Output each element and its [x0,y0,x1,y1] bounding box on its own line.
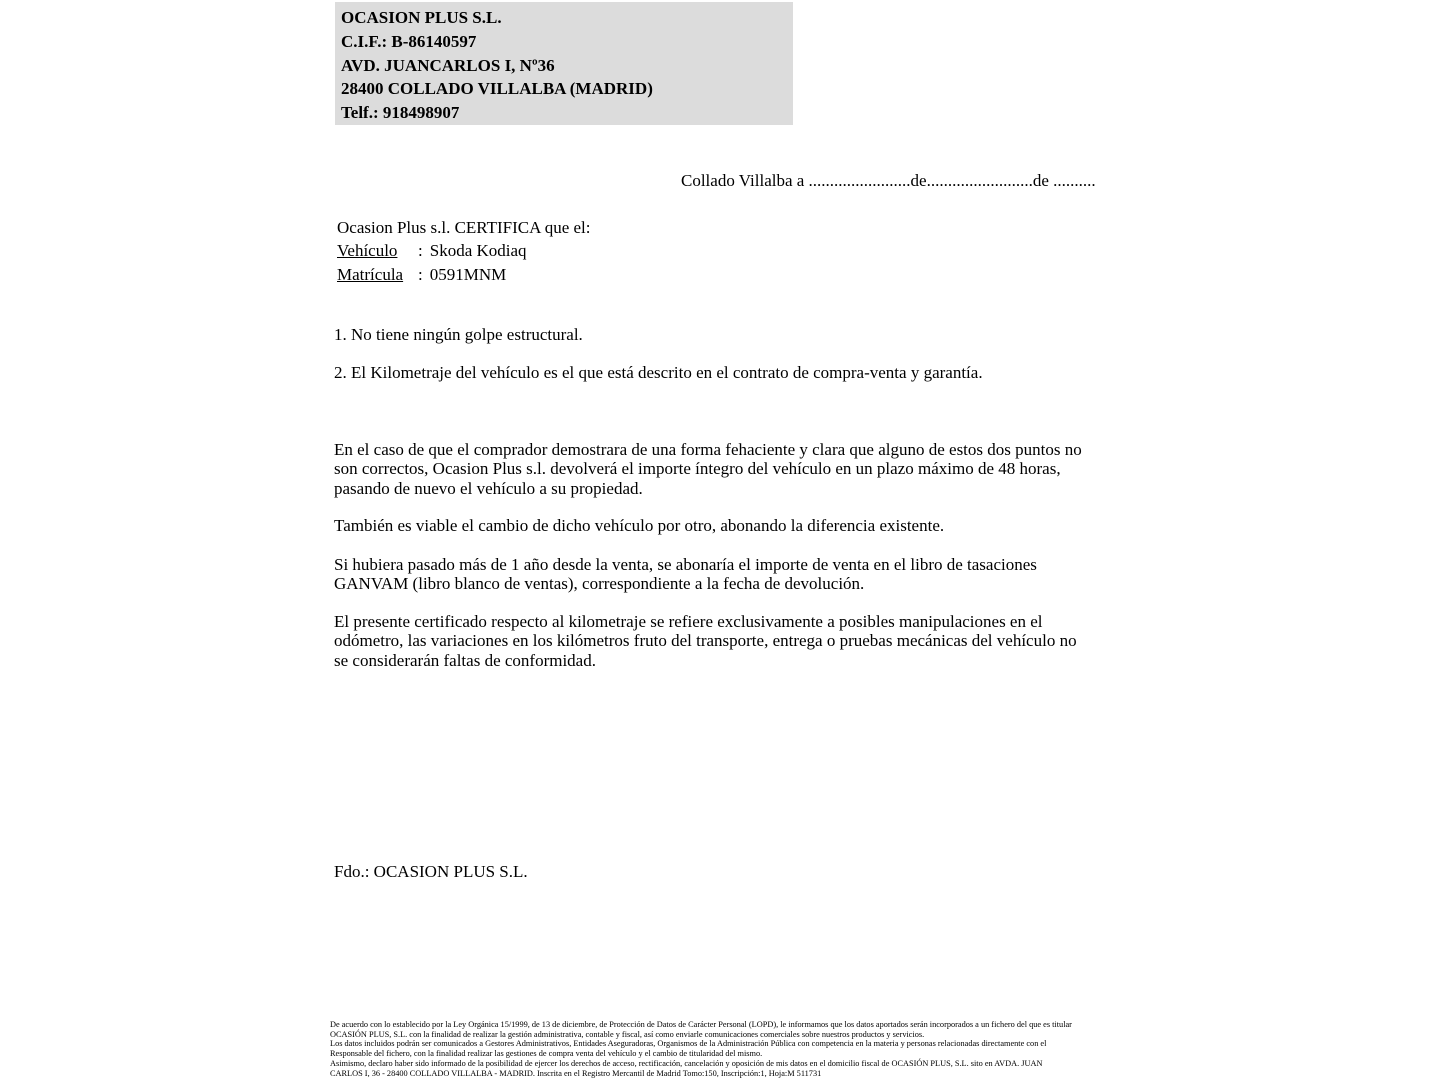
paragraph-line: se considerarán faltas de conformidad. [334,650,596,670]
vehicle-field-row [337,239,591,262]
legal-footer-line: Los datos incluidos podrán ser comunicados a Gestores Administrativos, Entidades Aseguradoras, Organismos de la Administración Pública con competencia en la materia y personas relacionadas directamente con el [330,1039,1047,1049]
paragraph-exchange-option [334,516,944,535]
paragraph-line: El presente certificado respecto al kilometraje se refiere exclusivamente a posibles manipulaciones en el [334,612,1043,631]
paragraph-line: son correctos, Ocasion Plus s.l. devolverá el importe íntegro del vehículo en un plazo máximo de 48 horas, [334,459,1061,479]
vehicle-field-value: Skoda Kodiaq [429,241,527,261]
certified-point-1: 1. No tiene ningún golpe estructural. [334,325,583,344]
company-city: 28400 COLLADO VILLALBA (MADRID) [341,79,653,99]
paragraph-refund-terms [334,440,1082,498]
plate-field-row [337,263,591,286]
signature-line: Fdo.: OCASION PLUS S.L. [334,862,528,881]
paragraph-odometer-disclaimer [334,612,1077,670]
company-header-box [335,2,793,125]
company-phone: Telf.: 918498907 [341,103,460,123]
paragraph-line: GANVAM (libro blanco de ventas), correspondiente a la fecha de devolución. [334,574,865,594]
certificate-subject-block [337,216,591,286]
legal-footer-line: OCASIÓN PLUS, S.L. con la finalidad de realizar la gestión administrativa, contable y fiscal, así como enviarle comunicaciones comerciales sobre nuestros productos y servicios. [330,1029,925,1039]
legal-footer-line: Responsable del fichero, con la finalidad realizar las gestiones de compra venta del vehículo y el cambio de titularidad del mismo. [330,1049,763,1059]
legal-footer [330,1020,1072,1078]
paragraph-line: Si hubiera pasado más de 1 año desde la venta, se abonaría el importe de venta en el libro de tasaciones [334,555,1037,574]
plate-field-value: 0591MNM [429,264,507,284]
certifica-intro: Ocasion Plus s.l. CERTIFICA que el: [337,218,591,237]
vehicle-field-separator: : [418,241,423,261]
paragraph-ganvam-valuation [334,555,1037,594]
legal-footer-line: De acuerdo con lo establecido por la Ley Orgánica 15/1999, de 13 de diciembre, de Protección de Datos de Carácter Personal (LOPD), le informamos que los datos aportados serán incorporados a un fichero del que es titular [330,1020,1072,1029]
paragraph-line: odómetro, las variaciones en los kilómetros fruto del transporte, entrega o pruebas mecánicas del vehículo no [334,631,1077,651]
paragraph-line: En el caso de que el comprador demostrara de una forma fehaciente y clara que alguno de estos dos puntos no [334,440,1082,459]
certified-point-2: 2. El Kilometraje del vehículo es el que está descrito en el contrato de compra-venta y garantía. [334,363,983,382]
plate-field-separator: : [418,264,423,284]
vehicle-field-label: Vehículo [337,241,398,261]
legal-footer-line: Asimismo, declaro haber sido informado de la posibilidad de ejercer los derechos de acceso, rectificación, cancelación y oposición de mis datos en el domicilio fiscal de OCASIÓN PLUS, S.L. sito en AVDA. JUAN [330,1058,1043,1068]
paragraph-line: También es viable el cambio de dicho vehículo por otro, abonando la diferencia existente. [334,516,945,535]
date-fill-in-line: Collado Villalba a ........................de.........................de .......... [681,171,1096,190]
company-name: OCASION PLUS S.L. [341,8,502,27]
company-cif: C.I.F.: B-86140597 [341,31,477,51]
company-address: AVD. JUANCARLOS I, Nº36 [341,55,555,75]
plate-field-label: Matrícula [337,264,404,284]
legal-footer-line: CARLOS I, 36 - 28400 COLLADO VILLALBA - MADRID. Inscrita en el Registro Mercantil de Madrid Tomo:150, Inscripción:1, Hoja:M 511731 [330,1068,822,1078]
paragraph-line: pasando de nuevo el vehículo a su propiedad. [334,478,643,498]
